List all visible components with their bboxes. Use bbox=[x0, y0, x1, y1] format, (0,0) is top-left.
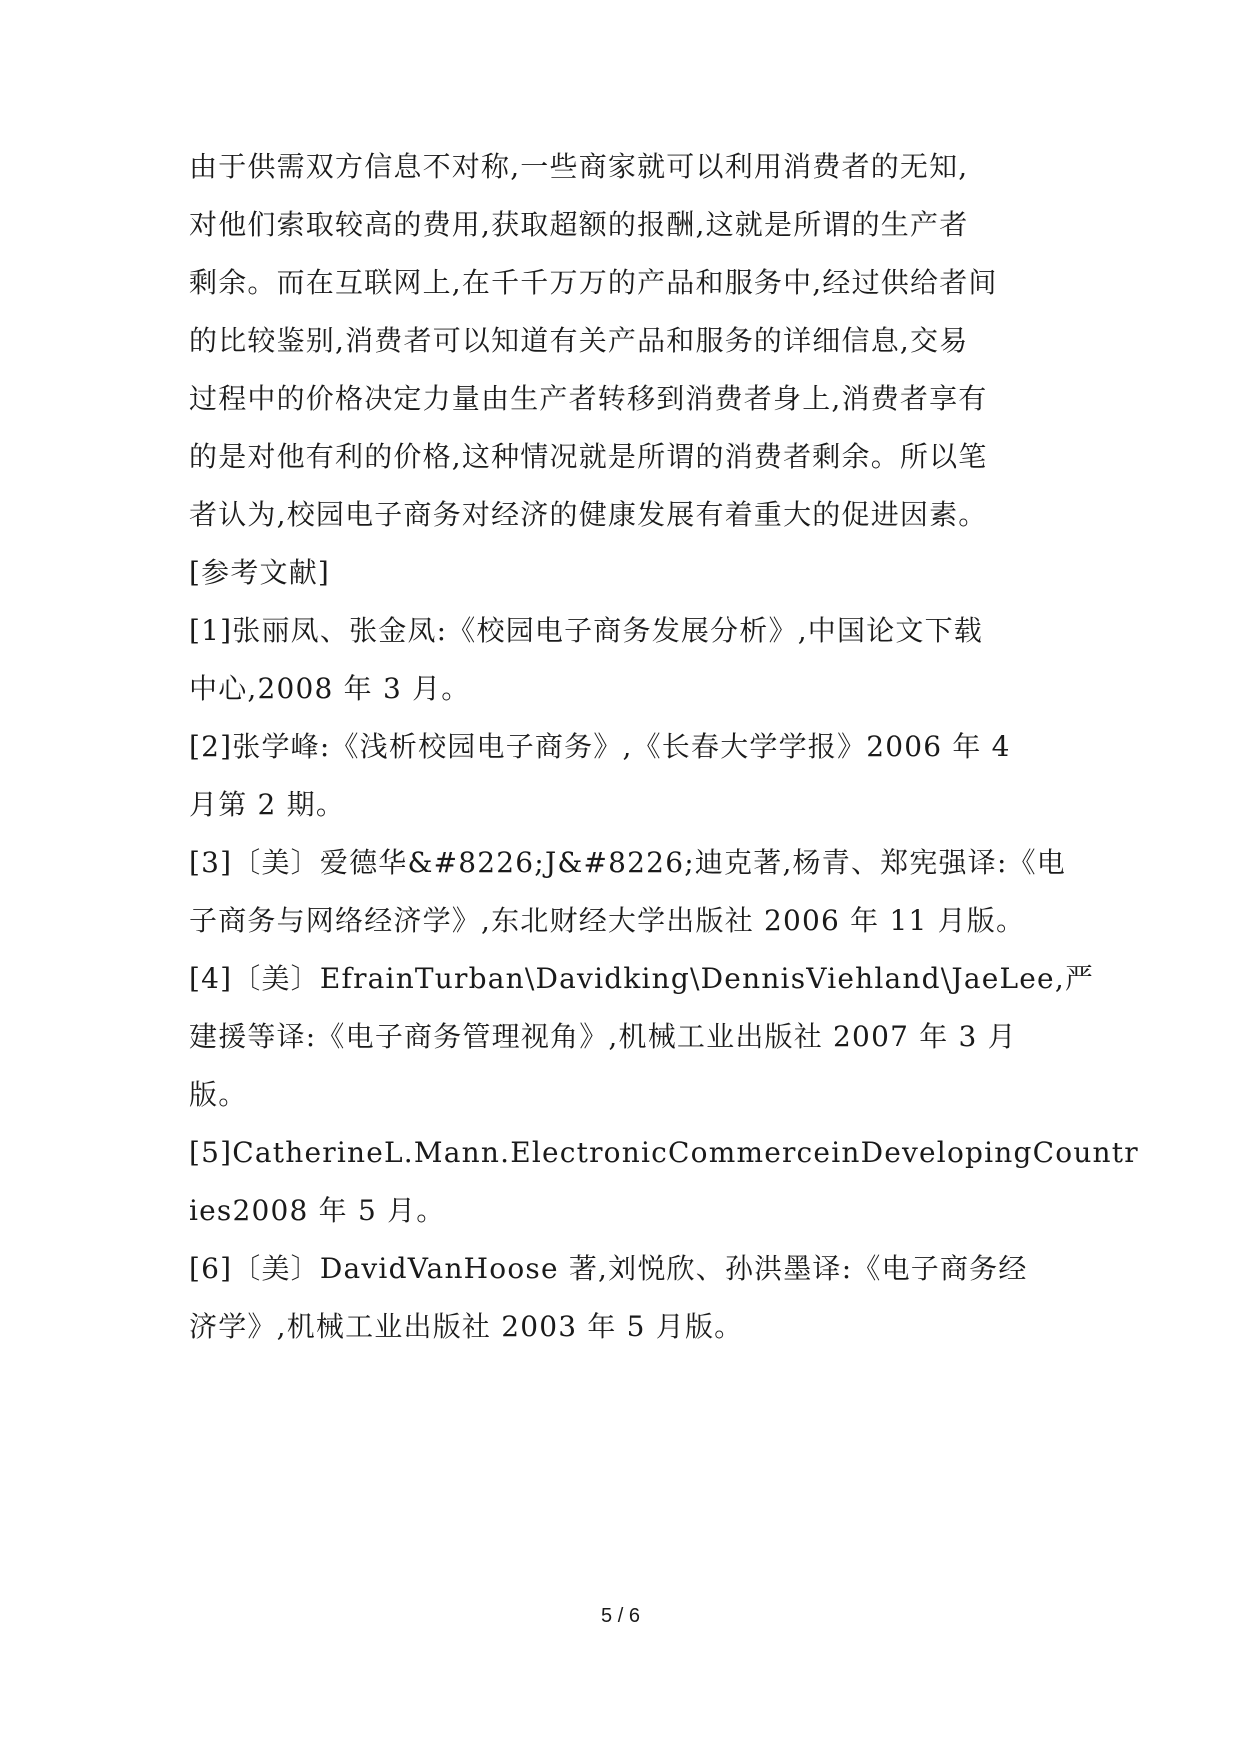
reference-line: [1]张丽凤、张金凤:《校园电子商务发展分析》,中国论文下载 bbox=[189, 614, 983, 647]
reference-line: [5]CatherineL.Mann.ElectronicCommerceinDevelopingCountr bbox=[189, 1136, 1139, 1169]
reference-line: 中心,2008 年 3 月。 bbox=[189, 672, 471, 705]
body-line-6: 的是对他有利的价格,这种情况就是所谓的消费者剩余。所以笔 bbox=[189, 440, 988, 473]
reference-line: 济学》,机械工业出版社 2003 年 5 月版。 bbox=[189, 1310, 744, 1343]
references-heading: [参考文献] bbox=[189, 556, 331, 589]
body-line-4: 的比较鉴别,消费者可以知道有关产品和服务的详细信息,交易 bbox=[189, 324, 969, 357]
body-line-1: 由于供需双方信息不对称,一些商家就可以利用消费者的无知, bbox=[189, 150, 969, 183]
reference-line: [2]张学峰:《浅析校园电子商务》,《长春大学学报》2006 年 4 bbox=[189, 730, 1011, 763]
reference-line: [3]〔美〕爱德华&#8226;J&#8226;迪克著,杨青、郑宪强译:《电 bbox=[189, 846, 1066, 879]
body-line-2: 对他们索取较高的费用,获取超额的报酬,这就是所谓的生产者 bbox=[189, 208, 969, 241]
reference-line: 月第 2 期。 bbox=[189, 788, 346, 821]
reference-line: 版。 bbox=[189, 1078, 248, 1111]
body-line-3: 剩余。而在互联网上,在千千万万的产品和服务中,经过供给者间 bbox=[189, 266, 998, 299]
reference-line: 子商务与网络经济学》,东北财经大学出版社 2006 年 11 月版。 bbox=[189, 904, 1026, 937]
reference-line: 建援等译:《电子商务管理视角》,机械工业出版社 2007 年 3 月 bbox=[189, 1020, 1017, 1053]
reference-line: ies2008 年 5 月。 bbox=[189, 1194, 446, 1227]
reference-line: [4]〔美〕EfrainTurban\Davidking\DennisViehland\JaeLee,严 bbox=[189, 962, 1095, 995]
body-line-7: 者认为,校园电子商务对经济的健康发展有着重大的促进因素。 bbox=[189, 498, 988, 531]
page-number: 5 / 6 bbox=[601, 1605, 640, 1627]
reference-line: [6]〔美〕DavidVanHoose 著,刘悦欣、孙洪墨译:《电子商务经 bbox=[189, 1252, 1028, 1285]
body-line-5: 过程中的价格决定力量由生产者转移到消费者身上,消费者享有 bbox=[189, 382, 988, 415]
